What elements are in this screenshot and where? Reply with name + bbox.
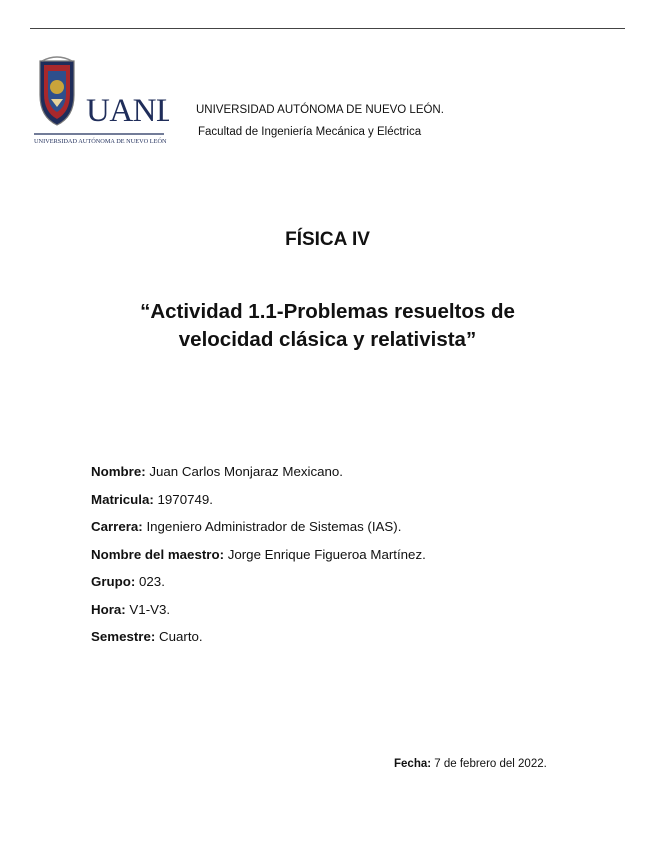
activity-title-line-2: velocidad clásica y relativista” [178, 328, 477, 351]
logo-caption: UNIVERSIDAD AUTÓNOMA DE NUEVO LEÓN [34, 138, 167, 145]
activity-title [80, 298, 575, 354]
info-label: Nombre del maestro: [91, 546, 225, 562]
info-value: V1-V3. [125, 601, 171, 617]
institution-header [196, 99, 444, 143]
activity-title-line-1: “Actividad 1.1-Problemas resueltos de [140, 300, 515, 323]
info-label: Nombre: [91, 464, 146, 479]
uanl-crest-icon [34, 55, 169, 155]
info-row-matricula [91, 492, 426, 520]
info-value: 1970749. [153, 491, 213, 507]
top-divider [30, 28, 625, 29]
student-info [91, 464, 426, 657]
info-label: Semestre: [91, 629, 156, 644]
info-row-hora [91, 602, 426, 630]
info-row-grupo [91, 574, 426, 602]
university-name: UNIVERSIDAD AUTÓNOMA DE NUEVO LEÓN. [196, 104, 444, 116]
info-row-carrera [91, 519, 426, 547]
info-label: Grupo: [91, 574, 136, 589]
info-value: Jorge Enrique Figueroa Martínez. [224, 546, 426, 562]
info-value: Juan Carlos Monjaraz Mexicano. [145, 464, 343, 479]
date-value: 7 de febrero del 2022. [431, 758, 547, 770]
info-label: Carrera: [91, 519, 143, 534]
info-value: Cuarto. [155, 629, 203, 644]
info-label: Hora: [91, 601, 126, 617]
logo-acronym: UANL [86, 93, 169, 129]
date-label: Fecha: [394, 758, 432, 770]
info-value: Ingeniero Administrador de Sistemas (IAS). [142, 519, 402, 534]
info-label: Matricula: [91, 491, 154, 507]
info-row-maestro [91, 547, 426, 575]
uanl-logo [34, 55, 169, 155]
info-value: 023. [135, 574, 165, 589]
course-title: FÍSICA IV [285, 229, 370, 250]
document-date [394, 758, 547, 770]
info-row-nombre [91, 464, 426, 492]
faculty-name: Facultad de Ingeniería Mecánica y Eléctrica [198, 126, 422, 138]
info-row-semestre [91, 629, 426, 657]
